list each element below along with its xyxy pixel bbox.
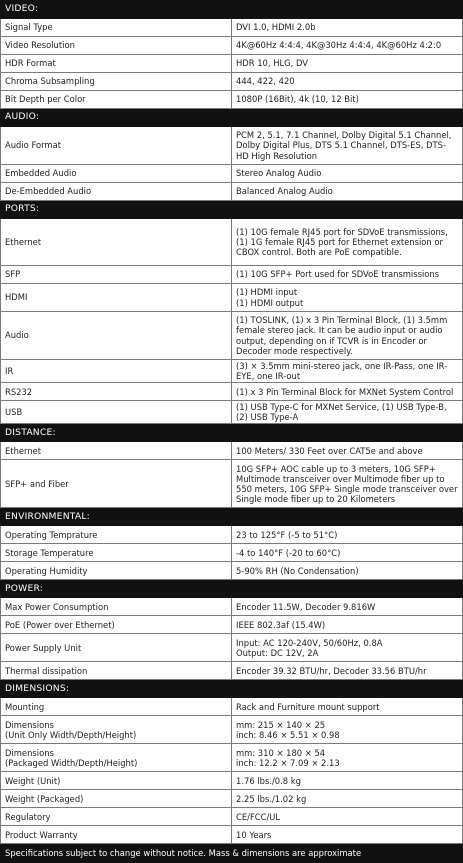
spec-row [1,826,463,844]
section-header-dimensions [1,680,463,698]
section-header-ports [1,201,463,219]
spec-label: Dimensions (Unit Only Width/Depth/Height) [1,716,232,744]
spec-label: Embedded Audio [1,165,232,183]
section-title: AUDIO: [1,109,463,127]
spec-row [1,716,463,744]
spec-label: Dimensions (Packaged Width/Depth/Height) [1,744,232,772]
section-title: DISTANCE: [1,424,463,442]
spec-label: USB [1,401,232,424]
spec-label: Thermal dissipation [1,662,232,680]
spec-table-body [1,1,463,863]
spec-label: Weight (Packaged) [1,790,232,808]
spec-row [1,772,463,790]
spec-value: 23 to 125°F (-5 to 51°C) [232,526,463,544]
spec-value: (1) 10G SFP+ Port used for SDVoE transmissions [232,266,463,284]
spec-label: HDMI [1,284,232,312]
spec-value: 100 Meters/ 330 Feet over CAT5e and above [232,442,463,460]
spec-label: SFP+ and Fiber [1,460,232,508]
spec-value: (1) x 3 Pin Terminal Block for MXNet System Control [232,383,463,401]
spec-label: Weight (Unit) [1,772,232,790]
spec-value: Stereo Analog Audio [232,165,463,183]
section-header-distance [1,424,463,442]
spec-value: IEEE 802.3af (15.4W) [232,616,463,634]
spec-label: RS232 [1,383,232,401]
spec-label: Operating Humidity [1,562,232,580]
spec-value: 4K@60Hz 4:4:4, 4K@30Hz 4:4:4, 4K@60Hz 4:2:0 [232,37,463,55]
spec-value: 10G SFP+ AOC cable up to 3 meters, 10G SFP+ Multimode transceiver over Multimode fiber up to 550 meters, 10G SFP+ Single mode transceiver over Single mode fiber up to 20 Kilometers [232,460,463,508]
spec-row [1,598,463,616]
spec-label: Audio Format [1,127,232,165]
spec-value: PCM 2, 5.1, 7.1 Channel, Dolby Digital 5.1 Channel, Dolby Digital Plus, DTS 5.1 Channel, DTS-ES, DTS-HD High Resolution [232,127,463,165]
spec-label: Audio [1,312,232,360]
spec-value: CE/FCC/UL [232,808,463,826]
spec-label: Storage Temperature [1,544,232,562]
spec-row [1,460,463,508]
spec-row [1,183,463,201]
spec-label: Power Supply Unit [1,634,232,662]
section-title: ENVIRONMENTAL: [1,508,463,526]
spec-value: (1) 10G female RJ45 port for SDVoE transmissions, (1) 1G female RJ45 port for Ethernet extension or CBOX control. Both are PoE compatible. [232,219,463,266]
spec-row [1,165,463,183]
spec-value: (3) × 3.5mm mini-stereo jack, one IR-Pass, one IR-EYE, one IR-out [232,360,463,383]
spec-row [1,526,463,544]
spec-row [1,616,463,634]
spec-label: Regulatory [1,808,232,826]
spec-label: Operating Temprature [1,526,232,544]
spec-row [1,790,463,808]
spec-value: HDR 10, HLG, DV [232,55,463,73]
section-header-power [1,580,463,598]
spec-row [1,219,463,266]
spec-label: Mounting [1,698,232,716]
spec-value: DVI 1.0, HDMI 2.0b [232,19,463,37]
spec-label: PoE (Power over Ethernet) [1,616,232,634]
spec-row [1,442,463,460]
spec-label: Bit Depth per Color [1,91,232,109]
spec-row [1,808,463,826]
spec-value: Balanced Analog Audio [232,183,463,201]
spec-value: Encoder 39.32 BTU/hr, Decoder 33.56 BTU/hr [232,662,463,680]
spec-row [1,312,463,360]
spec-value: 1.76 lbs./0.8 kg [232,772,463,790]
spec-value: mm: 310 × 180 × 54 inch: 12.2 × 7.09 × 2.13 [232,744,463,772]
spec-label: Ethernet [1,442,232,460]
spec-row [1,73,463,91]
spec-value: (1) HDMI input (1) HDMI output [232,284,463,312]
section-title: VIDEO: [1,1,463,19]
section-header-video [1,1,463,19]
section-title: DIMENSIONS: [1,680,463,698]
spec-label: Video Resolution [1,37,232,55]
section-title: POWER: [1,580,463,598]
spec-value: 5-90% RH (No Condensation) [232,562,463,580]
spec-value: mm: 215 × 140 × 25 inch: 8.46 × 5.51 × 0.98 [232,716,463,744]
spec-label: HDR Format [1,55,232,73]
spec-value: Input: AC 120-240V, 50/60Hz, 0.8A Output: DC 12V, 2A [232,634,463,662]
spec-row [1,383,463,401]
spec-row [1,266,463,284]
spec-label: Chroma Subsampling [1,73,232,91]
spec-value: 444, 422, 420 [232,73,463,91]
spec-value: 2.25 lbs./1.02 kg [232,790,463,808]
spec-row [1,744,463,772]
spec-row [1,37,463,55]
spec-row [1,634,463,662]
spec-label: SFP [1,266,232,284]
section-header-environmental [1,508,463,526]
spec-row [1,544,463,562]
spec-row [1,19,463,37]
spec-row [1,127,463,165]
spec-label: De-Embedded Audio [1,183,232,201]
spec-row [1,360,463,383]
spec-value: 10 Years [232,826,463,844]
footer-row [1,844,463,863]
spec-row [1,91,463,109]
spec-label: Signal Type [1,19,232,37]
spec-value: -4 to 140°F (-20 to 60°C) [232,544,463,562]
spec-label: Product Warranty [1,826,232,844]
spec-value: (1) USB Type-C for MXNet Service, (1) USB Type-B, (2) USB Type-A [232,401,463,424]
spec-row [1,284,463,312]
spec-value: Encoder 11.5W, Decoder 9.816W [232,598,463,616]
spec-row [1,662,463,680]
spec-row [1,562,463,580]
spec-value: Rack and Furniture mount support [232,698,463,716]
spec-row [1,55,463,73]
spec-label: IR [1,360,232,383]
spec-value: (1) TOSLINK, (1) x 3 Pin Terminal Block, (1) 3.5mm female stereo jack. It can be audio input or audio output, depending on if TCVR is in Encoder or Decoder mode respectively. [232,312,463,360]
spec-label: Ethernet [1,219,232,266]
spec-label: Max Power Consumption [1,598,232,616]
section-title: PORTS: [1,201,463,219]
spec-row [1,698,463,716]
section-header-audio [1,109,463,127]
footer-note: Specifications subject to change without notice. Mass & dimensions are approximate [1,844,463,863]
spec-row [1,401,463,424]
spec-value: 1080P (16Bit), 4k (10, 12 Bit) [232,91,463,109]
